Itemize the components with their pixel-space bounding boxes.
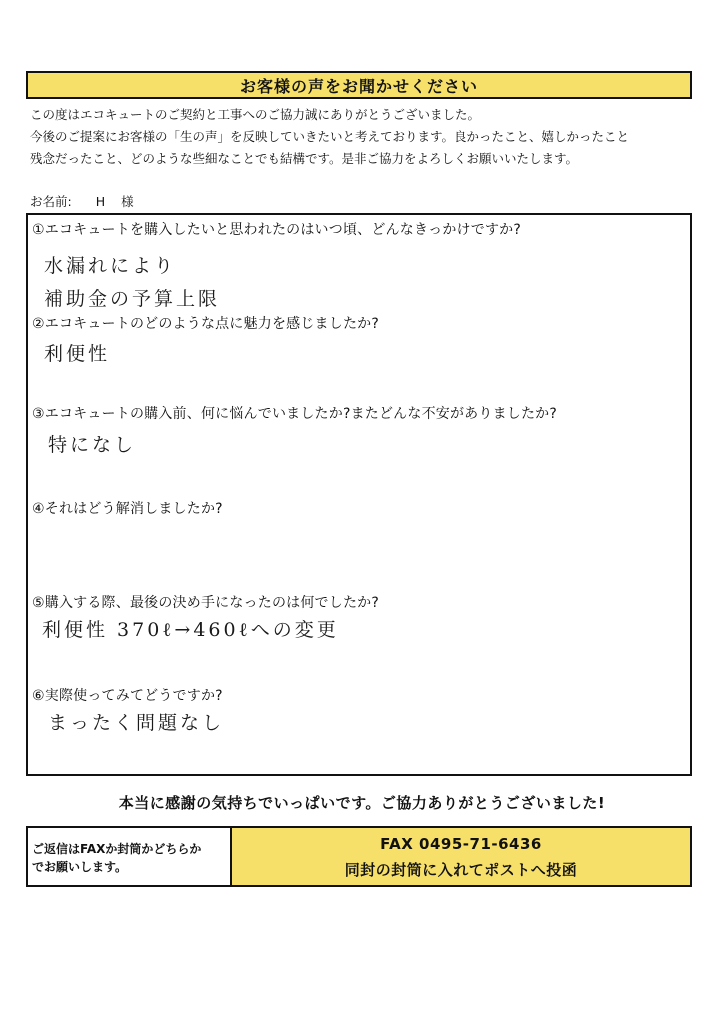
answer-5: 利便性 370ℓ→460ℓへの変更 <box>42 619 339 641</box>
customer-name-row <box>30 192 134 210</box>
survey-title: お客様の声をお聞かせください <box>26 71 692 99</box>
answer-1-line-1: 水漏れにより <box>44 255 177 277</box>
reply-instructions <box>28 828 232 885</box>
reply-instructions-line: ご返信はFAXか封筒かどちらか <box>32 842 202 856</box>
intro-line: 今後のご提案にお客様の「生の声」を反映していきたいと考えております。良かったこと、嬉しかったこと <box>30 129 630 144</box>
fax-number: FAX 0495-71-6436 <box>380 834 542 853</box>
question-4: ④それはどう解消しましたか? <box>32 501 223 517</box>
reply-footer <box>26 826 692 887</box>
intro-text <box>30 104 690 170</box>
question-3: ③エコキュートの購入前、何に悩んでいましたか?またどんな不安がありましたか? <box>32 406 558 422</box>
answer-6: まったく問題なし <box>48 712 225 734</box>
intro-line: 残念だったこと、どのような些細なことでも結構です。是非ご協力をよろしくお願いいたします。 <box>30 151 579 166</box>
intro-line: この度はエコキュートのご契約と工事へのご協力誠にありがとうございました。 <box>30 107 481 122</box>
name-label: お名前: <box>30 194 72 209</box>
question-1: ①エコキュートを購入したいと思われたのはいつ頃、どんなきっかけですか? <box>32 222 521 238</box>
answer-2: 利便性 <box>44 343 111 365</box>
thanks-message: 本当に感謝の気持ちでいっぱいです。ご協力ありがとうございました! <box>118 794 606 812</box>
question-2: ②エコキュートのどのような点に魅力を感じましたか? <box>32 316 379 332</box>
customer-name: H <box>95 194 106 209</box>
answer-1-line-2: 補助金の予算上限 <box>44 288 221 310</box>
question-6: ⑥実際使ってみてどうですか? <box>32 688 223 704</box>
post-instruction: 同封の封筒に入れてポストへ投函 <box>344 860 578 879</box>
questions-box <box>26 213 692 776</box>
honorific: 様 <box>121 194 134 209</box>
reply-instructions-line: でお願いします。 <box>32 860 128 874</box>
question-5: ⑤購入する際、最後の決め手になったのは何でしたか? <box>32 595 379 611</box>
reply-methods <box>232 828 690 885</box>
answer-3: 特になし <box>48 434 137 456</box>
